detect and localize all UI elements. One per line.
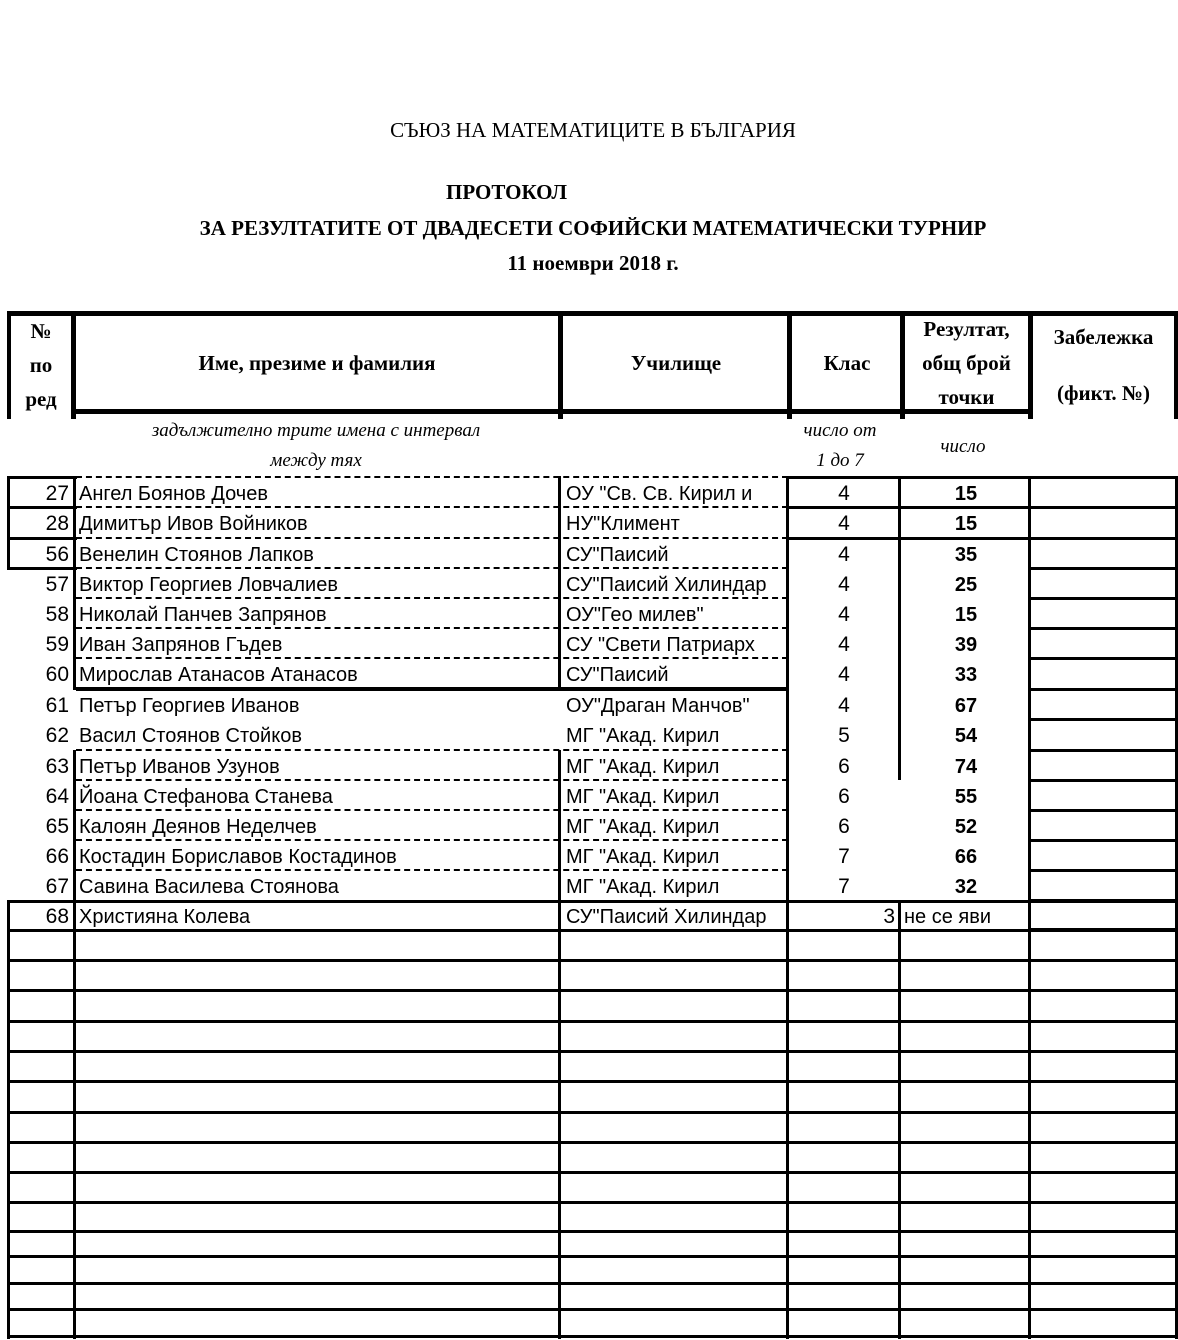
participant-name[interactable]: Николай Панчев Запрянов bbox=[79, 604, 327, 626]
note-cell[interactable] bbox=[1033, 659, 1174, 689]
note-cell[interactable] bbox=[1033, 539, 1174, 569]
score-value[interactable]: 74 bbox=[954, 756, 978, 778]
table-row bbox=[7, 539, 1178, 569]
class-value[interactable]: 6 bbox=[838, 785, 850, 808]
score-value[interactable]: 15 bbox=[954, 483, 978, 505]
empty-table-row[interactable] bbox=[7, 1052, 1178, 1082]
empty-table-row[interactable] bbox=[7, 961, 1178, 991]
class-value[interactable]: 6 bbox=[838, 815, 850, 838]
participant-name[interactable]: Петър Георгиев Иванов bbox=[79, 695, 300, 717]
class-value[interactable]: 7 bbox=[838, 875, 850, 898]
note-cell[interactable] bbox=[1033, 901, 1174, 931]
participant-name[interactable]: Виктор Георгиев Ловчалиев bbox=[79, 574, 338, 596]
participant-name[interactable]: Йоана Стефанова Станева bbox=[79, 786, 333, 808]
row-number: 64 bbox=[45, 785, 69, 808]
school-name[interactable]: МГ "Акад. Кирил bbox=[566, 756, 720, 778]
participant-name[interactable]: Ангел Боянов Дочев bbox=[79, 483, 268, 505]
participant-name[interactable]: Венелин Стоянов Лапков bbox=[79, 544, 314, 566]
class-value[interactable]: 7 bbox=[838, 845, 850, 868]
table-row bbox=[7, 811, 1178, 841]
note-cell[interactable] bbox=[1033, 720, 1174, 750]
note-cell[interactable] bbox=[1033, 508, 1174, 538]
column-header-score: Резултат, общ брой точки bbox=[905, 316, 1028, 414]
school-name[interactable]: МГ "Акад. Кирил bbox=[566, 816, 720, 838]
school-name[interactable]: МГ "Акад. Кирил bbox=[566, 876, 720, 898]
row-number: 63 bbox=[45, 755, 69, 778]
participant-name[interactable]: Християна Колева bbox=[79, 906, 251, 928]
class-value[interactable]: 4 bbox=[838, 512, 850, 535]
school-name[interactable]: ОУ"Гео милев" bbox=[566, 604, 704, 626]
school-name[interactable]: МГ "Акад. Кирил bbox=[566, 725, 720, 747]
column-header-number: № по ред bbox=[25, 319, 57, 411]
school-name[interactable]: ОУ"Драган Манчов" bbox=[566, 695, 750, 717]
column-header-school: Училище bbox=[563, 316, 789, 414]
empty-table-row[interactable] bbox=[7, 1203, 1178, 1233]
empty-table-row[interactable] bbox=[7, 1082, 1178, 1112]
school-name[interactable]: СУ"Паисий Хилиндар bbox=[566, 906, 767, 928]
document-date: 11 ноември 2018 г. bbox=[507, 251, 679, 275]
empty-table-row[interactable] bbox=[7, 991, 1178, 1021]
participant-name[interactable]: Савина Василева Стоянова bbox=[79, 876, 339, 898]
table-row bbox=[7, 599, 1178, 629]
score-value[interactable]: 35 bbox=[954, 544, 978, 566]
empty-table-row[interactable] bbox=[7, 931, 1178, 961]
table-row bbox=[7, 629, 1178, 659]
row-number: 57 bbox=[45, 573, 69, 596]
table-row bbox=[7, 478, 1178, 508]
note-cell[interactable] bbox=[1033, 478, 1174, 508]
organization-heading: СЪЮЗ НА МАТЕМАТИЦИТЕ В БЪЛГАРИЯ bbox=[390, 118, 796, 142]
participant-name[interactable]: Костадин Бориславов Костадинов bbox=[79, 846, 397, 868]
row-number: 60 bbox=[45, 663, 69, 686]
table-row bbox=[7, 508, 1178, 538]
participant-name[interactable]: Димитър Ивов Войников bbox=[79, 513, 308, 535]
class-value[interactable]: 4 bbox=[838, 603, 850, 626]
column-header-note: Забележка (фикт. №) bbox=[1053, 325, 1154, 405]
note-cell[interactable] bbox=[1033, 811, 1174, 841]
note-cell[interactable] bbox=[1033, 751, 1174, 781]
row-number: 68 bbox=[45, 905, 69, 928]
participant-name[interactable]: Васил Стоянов Стойков bbox=[79, 725, 302, 747]
table-row bbox=[7, 720, 1178, 750]
score-value[interactable]: 67 bbox=[954, 695, 978, 717]
class-hint: число от 1 до 7 bbox=[803, 420, 877, 471]
class-value[interactable]: 4 bbox=[838, 694, 850, 717]
participant-name[interactable]: Петър Иванов Узунов bbox=[79, 756, 280, 778]
score-value[interactable]: 32 bbox=[954, 876, 978, 898]
score-value[interactable]: 54 bbox=[954, 725, 978, 747]
note-cell[interactable] bbox=[1033, 841, 1174, 871]
participant-name[interactable]: Мирослав Атанасов Атанасов bbox=[79, 664, 358, 686]
score-value[interactable]: 25 bbox=[954, 574, 978, 596]
score-value[interactable]: не се яви bbox=[904, 906, 992, 928]
table-row bbox=[7, 751, 1178, 781]
note-cell[interactable] bbox=[1033, 629, 1174, 659]
class-value[interactable]: 4 bbox=[838, 573, 850, 596]
class-value[interactable]: 6 bbox=[838, 755, 850, 778]
table-row bbox=[7, 569, 1178, 599]
table-row bbox=[7, 841, 1178, 871]
column-header-class: Клас bbox=[792, 316, 902, 414]
note-cell[interactable] bbox=[1033, 781, 1174, 811]
empty-table-row[interactable] bbox=[7, 1113, 1178, 1143]
row-number: 27 bbox=[45, 482, 69, 505]
empty-table-row[interactable] bbox=[7, 1143, 1178, 1173]
school-name[interactable]: МГ "Акад. Кирил bbox=[566, 846, 720, 868]
score-value[interactable]: 15 bbox=[954, 513, 978, 535]
table-row bbox=[7, 659, 1178, 689]
school-name[interactable]: СУ"Паисий Хилиндар bbox=[566, 574, 767, 596]
score-value[interactable]: 39 bbox=[954, 634, 978, 656]
row-number: 28 bbox=[45, 512, 69, 535]
row-number: 56 bbox=[45, 543, 69, 566]
school-name[interactable]: МГ "Акад. Кирил bbox=[566, 786, 720, 808]
empty-table-row[interactable] bbox=[7, 1022, 1178, 1052]
score-hint: число bbox=[940, 436, 986, 457]
note-cell[interactable] bbox=[1033, 690, 1174, 720]
row-number: 62 bbox=[45, 724, 69, 747]
class-value[interactable]: 4 bbox=[838, 663, 850, 686]
school-name[interactable]: НУ"Климент bbox=[566, 513, 680, 535]
note-cell[interactable] bbox=[1033, 569, 1174, 599]
row-number: 66 bbox=[45, 845, 69, 868]
school-name[interactable]: СУ "Свети Патриарх bbox=[566, 634, 755, 656]
row-number: 59 bbox=[45, 633, 69, 656]
score-value[interactable]: 33 bbox=[954, 664, 978, 686]
class-value[interactable]: 5 bbox=[838, 724, 850, 747]
participant-name[interactable]: Иван Запрянов Гъдев bbox=[79, 634, 283, 656]
document-subtitle: ЗА РЕЗУЛТАТИТЕ ОТ ДВАДЕСЕТИ СОФИЙСКИ МАТЕМАТИЧЕСКИ ТУРНИР bbox=[199, 216, 987, 240]
score-value[interactable]: 55 bbox=[954, 786, 978, 808]
school-name[interactable]: СУ"Паисий bbox=[566, 664, 669, 686]
table-row bbox=[7, 901, 1178, 931]
score-value[interactable]: 66 bbox=[954, 846, 978, 868]
document-title: ПРОТОКОЛ bbox=[446, 180, 568, 204]
column-header-name: Име, презиме и фамилия bbox=[76, 316, 558, 414]
row-number: 65 bbox=[45, 815, 69, 838]
class-value[interactable]: 4 bbox=[838, 633, 850, 656]
class-value[interactable]: 4 bbox=[838, 543, 850, 566]
table-row bbox=[7, 871, 1178, 901]
participant-name[interactable]: Калоян Деянов Неделчев bbox=[79, 816, 317, 838]
row-number: 58 bbox=[45, 603, 69, 626]
score-value[interactable]: 52 bbox=[954, 816, 978, 838]
name-hint: задължително трите имена с интервал между тях bbox=[151, 420, 481, 471]
table-header bbox=[7, 311, 1178, 419]
note-cell[interactable] bbox=[1033, 871, 1174, 901]
table-row bbox=[7, 690, 1178, 720]
class-value[interactable]: 3 bbox=[883, 905, 895, 928]
note-cell[interactable] bbox=[1033, 599, 1174, 629]
row-number: 67 bbox=[45, 875, 69, 898]
row-number: 61 bbox=[45, 694, 69, 717]
empty-table-row[interactable] bbox=[7, 1173, 1178, 1203]
table-row bbox=[7, 781, 1178, 811]
school-name[interactable]: ОУ "Св. Св. Кирил и bbox=[566, 483, 753, 505]
school-name[interactable]: СУ"Паисий bbox=[566, 544, 669, 566]
class-value[interactable]: 4 bbox=[838, 482, 850, 505]
score-value[interactable]: 15 bbox=[954, 604, 978, 626]
